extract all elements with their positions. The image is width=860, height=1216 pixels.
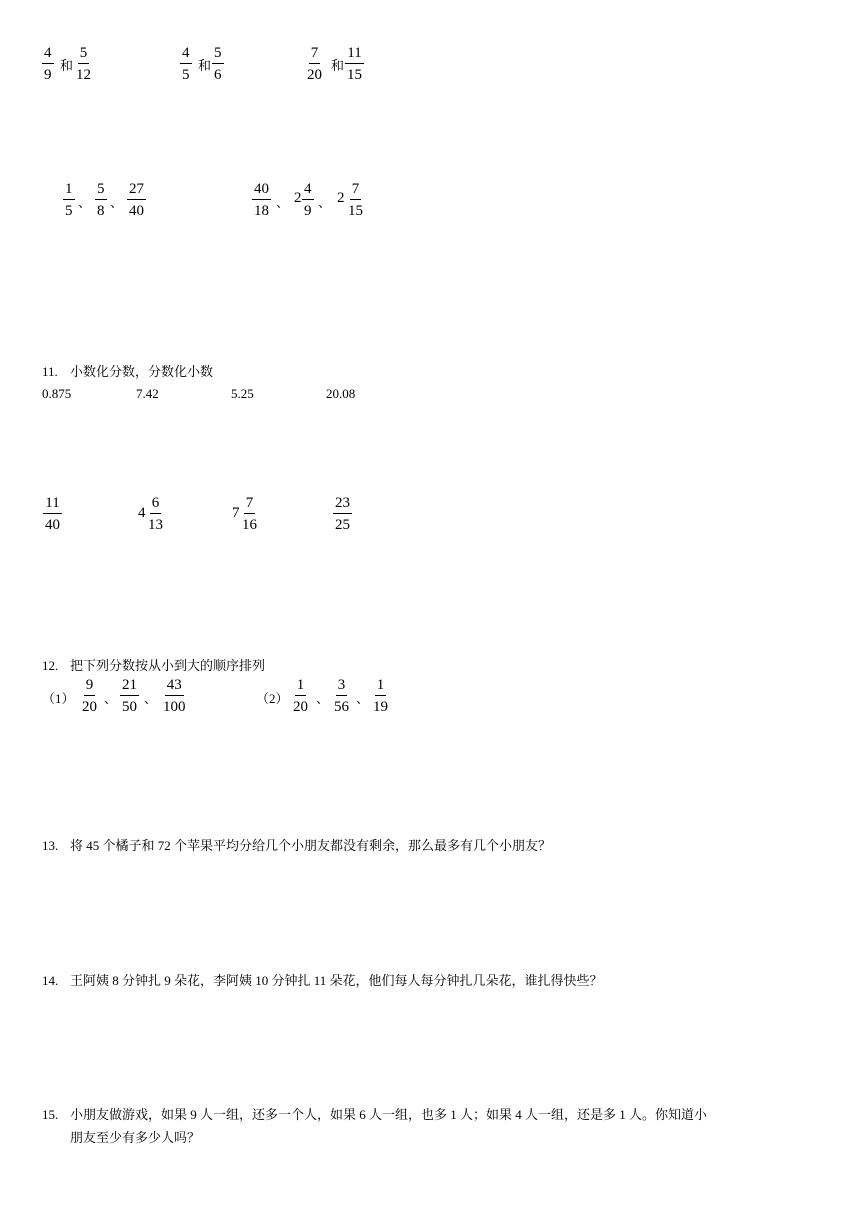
question-number: 14. — [42, 973, 59, 988]
numerator: 4 — [42, 44, 54, 64]
separator: 、 — [110, 195, 124, 210]
numerator: 4 — [180, 44, 192, 64]
fraction — [180, 44, 192, 84]
denominator: 56 — [334, 699, 349, 715]
mixed-whole: 2 — [294, 190, 302, 206]
separator: 、 — [316, 691, 330, 706]
denominator: 5 — [65, 203, 73, 219]
separator: 、 — [144, 691, 158, 706]
fraction — [80, 676, 99, 716]
numerator: 11 — [345, 44, 363, 64]
question-text: 王阿姨 8 分钟扎 9 朵花，李阿姨 10 分钟扎 11 朵花，他们每人每分钟扎几朵花，谁扎得快些？ — [70, 973, 603, 988]
fraction — [42, 44, 54, 84]
question-12-heading — [42, 655, 265, 674]
denominator: 16 — [242, 517, 257, 533]
numerator: 7 — [350, 180, 362, 200]
question-text-line-1: 小朋友做游戏，如果 9 人一组，还多一个人，如果 6 人一组，也多 1 人；如果 4 人一组，还是多 1 人。你知道小 — [70, 1107, 708, 1122]
numerator: 9 — [84, 676, 96, 696]
separator: 和 — [60, 58, 74, 73]
denominator: 5 — [182, 67, 190, 83]
fraction — [95, 180, 107, 220]
numerator: 1 — [295, 676, 307, 696]
separator: 、 — [104, 691, 118, 706]
decimal-value: 0.875 — [42, 386, 72, 401]
question-number: 12. — [42, 658, 59, 673]
denominator: 13 — [148, 517, 163, 533]
fraction — [212, 44, 224, 84]
question-text: 把下列分数按从小到大的顺序排列 — [70, 658, 266, 673]
question-number: 11. — [42, 364, 58, 379]
fraction — [302, 180, 314, 220]
question-text: 小数化分数，分数化小数 — [70, 364, 214, 379]
denominator: 25 — [335, 517, 350, 533]
fraction — [120, 676, 139, 716]
fraction — [332, 676, 351, 716]
fraction — [346, 180, 365, 220]
separator: 和 — [331, 58, 345, 73]
denominator: 8 — [97, 203, 105, 219]
numerator: 23 — [333, 494, 352, 514]
denominator: 20 — [307, 67, 322, 83]
denominator: 50 — [122, 699, 137, 715]
denominator: 20 — [293, 699, 308, 715]
part-label: （2） — [256, 691, 289, 706]
fraction — [161, 676, 188, 716]
question-13 — [42, 835, 551, 854]
denominator: 6 — [214, 67, 222, 83]
question-number: 15. — [42, 1107, 59, 1122]
numerator: 3 — [336, 676, 348, 696]
fraction — [291, 676, 310, 716]
denominator: 9 — [304, 203, 312, 219]
fraction — [74, 44, 93, 84]
denominator: 19 — [373, 699, 388, 715]
fraction — [333, 494, 352, 534]
fraction — [43, 494, 62, 534]
fraction — [146, 494, 165, 534]
mixed-whole: 2 — [337, 190, 345, 206]
fraction — [240, 494, 259, 534]
decimal-value: 20.08 — [326, 386, 356, 401]
numerator: 27 — [127, 180, 146, 200]
denominator: 18 — [254, 203, 269, 219]
separator: 和 — [198, 58, 212, 73]
separator: 、 — [276, 195, 290, 210]
numerator: 40 — [252, 180, 271, 200]
numerator: 4 — [302, 180, 314, 200]
denominator: 20 — [82, 699, 97, 715]
question-text: 将 45 个橘子和 72 个苹果平均分给几个小朋友都没有剩余，那么最多有几个小朋友？ — [70, 838, 552, 853]
denominator: 15 — [347, 67, 362, 83]
numerator: 11 — [43, 494, 61, 514]
numerator: 7 — [309, 44, 321, 64]
numerator: 6 — [150, 494, 162, 514]
numerator: 1 — [63, 180, 75, 200]
numerator: 1 — [375, 676, 387, 696]
fraction — [63, 180, 75, 220]
fraction — [345, 44, 364, 84]
numerator: 21 — [120, 676, 139, 696]
question-15-continuation — [70, 1127, 200, 1146]
denominator: 100 — [163, 699, 186, 715]
denominator: 40 — [45, 517, 60, 533]
denominator: 15 — [348, 203, 363, 219]
numerator: 5 — [78, 44, 90, 64]
question-number: 13. — [42, 838, 59, 853]
part-label: （1） — [42, 691, 75, 706]
question-14 — [42, 970, 603, 989]
separator: 、 — [318, 195, 332, 210]
numerator: 5 — [212, 44, 224, 64]
mixed-whole: 4 — [138, 505, 146, 521]
fraction — [371, 676, 390, 716]
denominator: 12 — [76, 67, 91, 83]
numerator: 43 — [165, 676, 184, 696]
fraction — [252, 180, 271, 220]
numerator: 7 — [244, 494, 256, 514]
mixed-whole: 7 — [232, 505, 240, 521]
question-15 — [42, 1104, 707, 1123]
question-text-line-2: 朋友至少有多少人吗？ — [70, 1130, 201, 1145]
numerator: 5 — [95, 180, 107, 200]
denominator: 40 — [129, 203, 144, 219]
denominator: 9 — [44, 67, 52, 83]
separator: 、 — [78, 195, 92, 210]
decimal-value: 5.25 — [231, 386, 254, 401]
separator: 、 — [356, 691, 370, 706]
question-11-heading — [42, 361, 213, 380]
fraction — [127, 180, 146, 220]
decimal-value: 7.42 — [136, 386, 159, 401]
fraction — [305, 44, 324, 84]
